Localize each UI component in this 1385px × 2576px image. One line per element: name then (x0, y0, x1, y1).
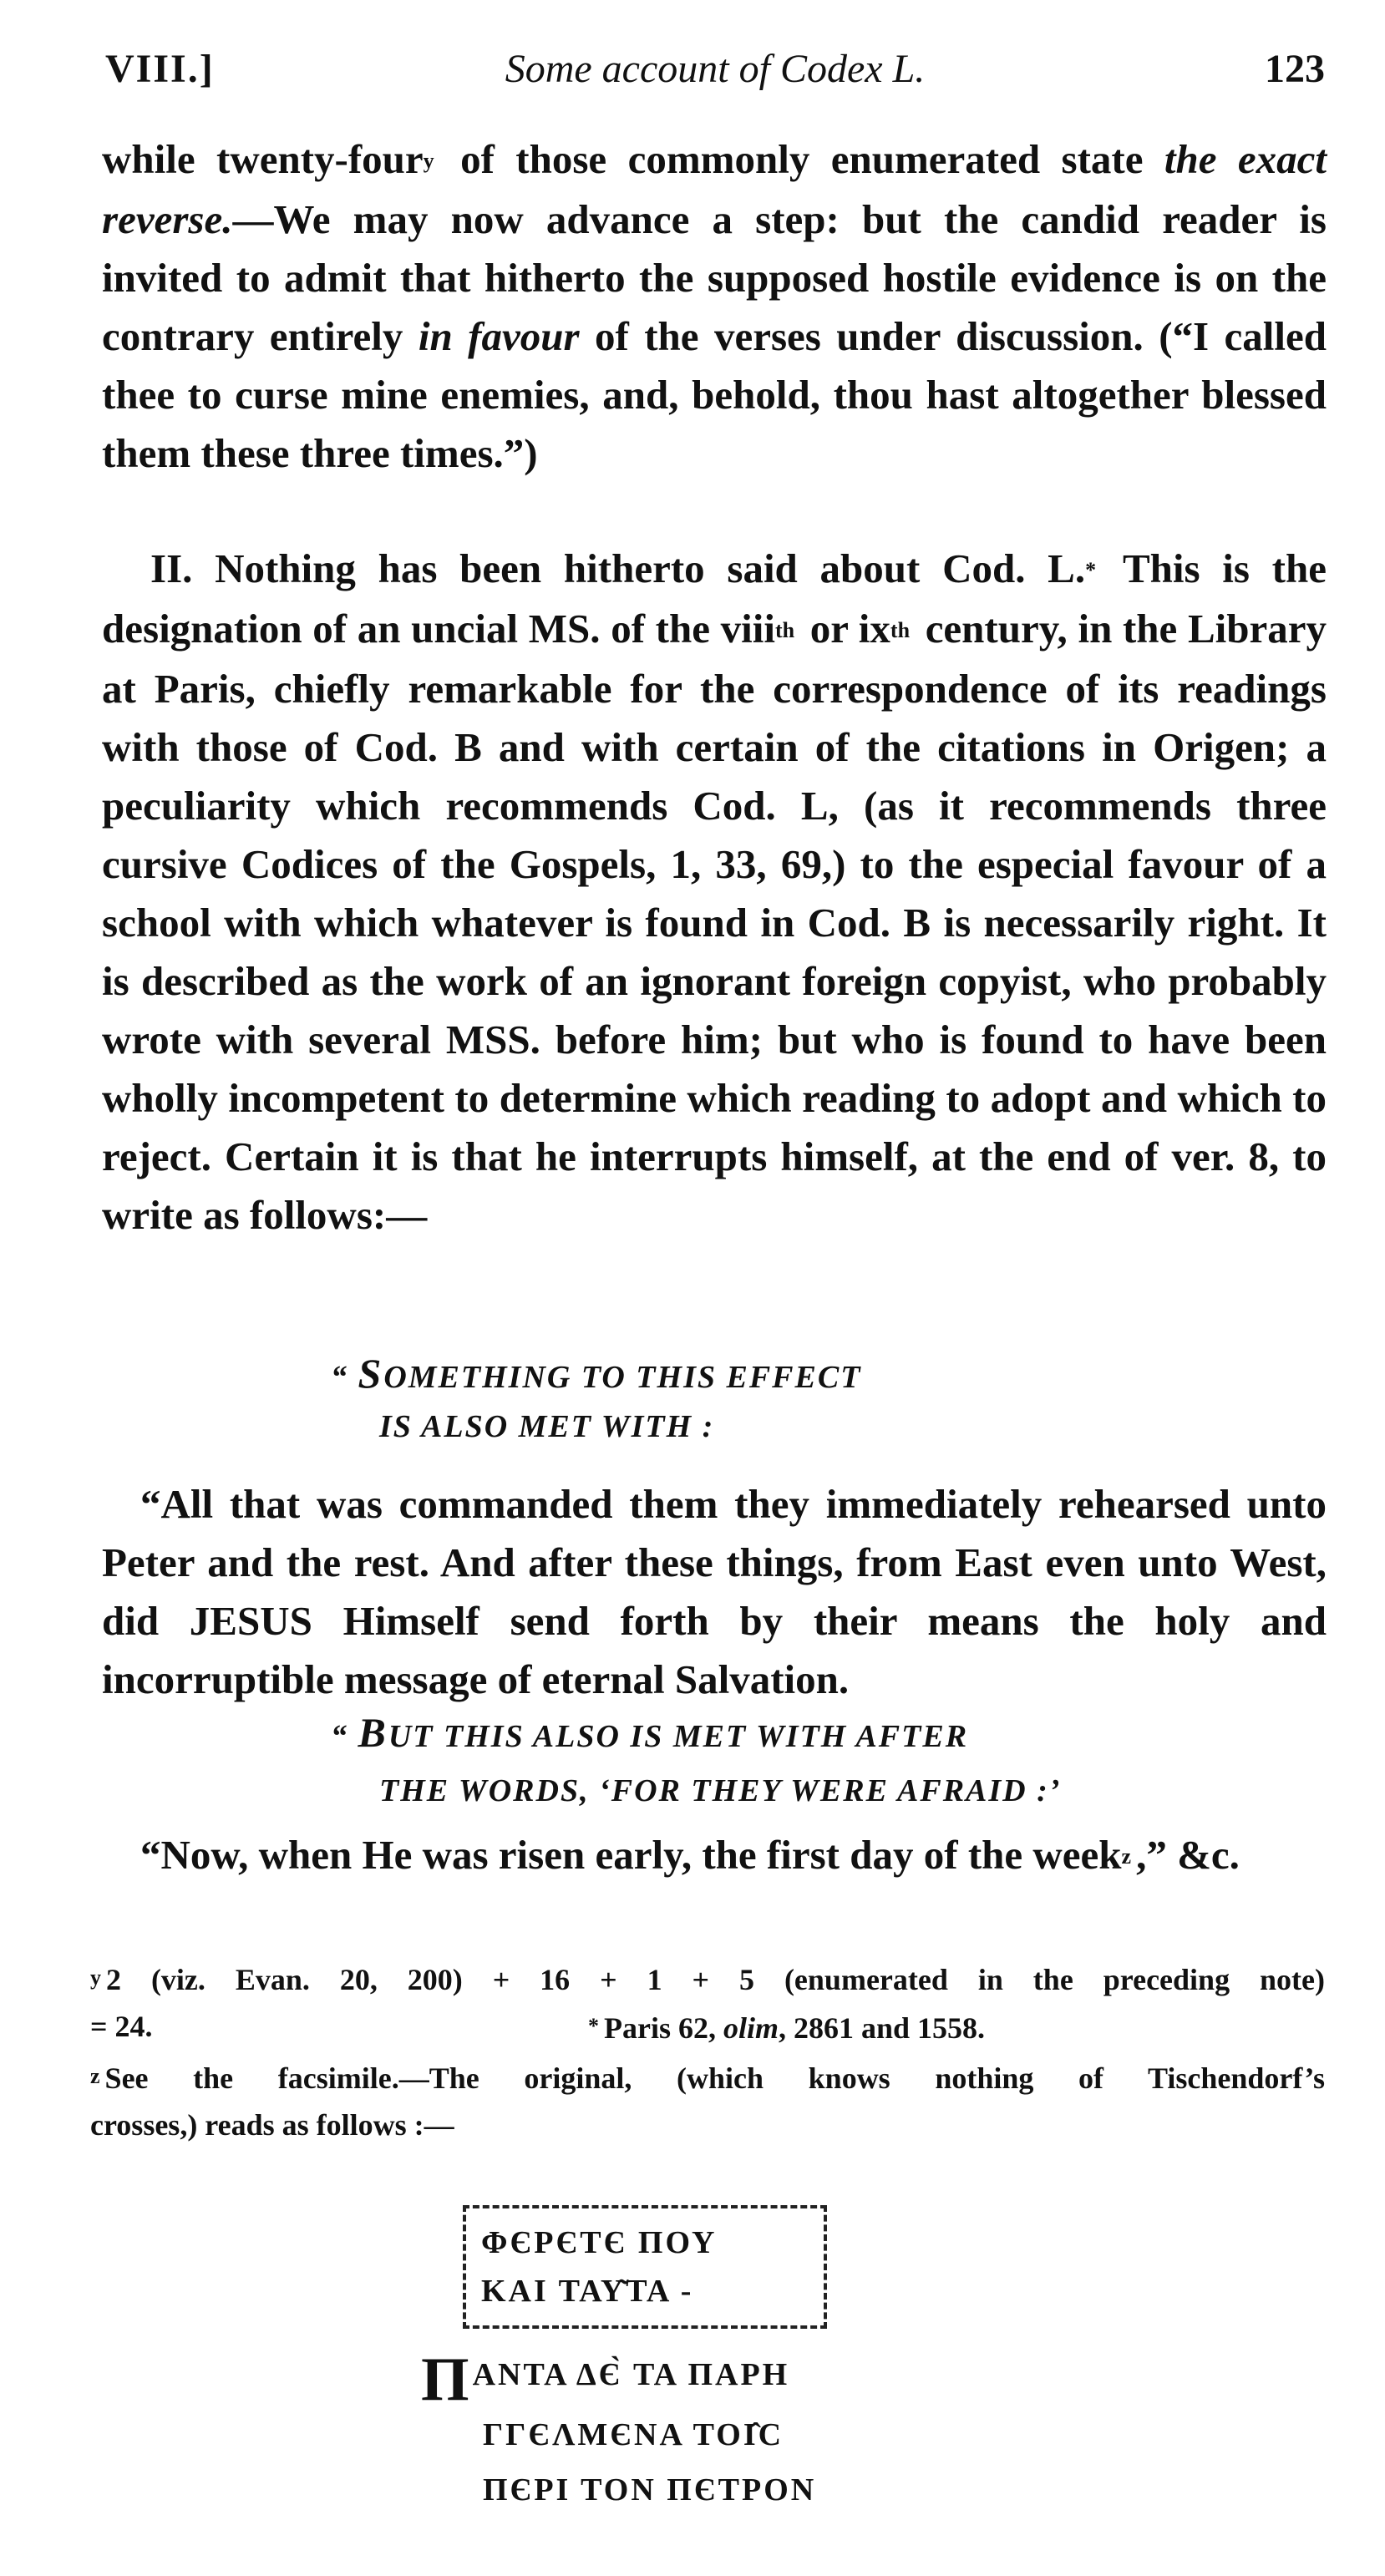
text-run: of the verses under discussion. (“I called thee to curse mine enemies, and, behold, thou hast altogether blessed them these three times.”) (102, 313, 1327, 476)
caption-text: OMETHING TO THIS EFFECT (383, 1360, 862, 1395)
footnote-y-line-1 (90, 1955, 1325, 2003)
footnote-y (90, 1955, 1325, 2050)
running-head (105, 40, 1325, 99)
superscript: th (890, 618, 911, 642)
facsimile-greek: ΑΝΤΑ ΔЄ̀ ΤΑ ΠΑΡΗ (472, 2357, 790, 2392)
caption-1-line-1 (331, 1348, 861, 1402)
paragraph-4 (102, 1826, 1327, 1886)
caption-2-line-2: THE WORDS, ‘FOR THEY WERE AFRAID :’ (379, 1773, 1062, 1808)
text-run: —We may now advance a step: but the candid reader is invited to admit that hitherto the supposed hostile evidence is on the contrary entirely (102, 196, 1327, 359)
text-run: ,” &c. (1136, 1832, 1240, 1878)
paragraph-1 (102, 130, 1327, 483)
footnote-star (588, 2003, 985, 2051)
small-caps-lead: S (358, 1350, 384, 1397)
text-run: “Now, when He was risen early, the first day of the week (140, 1832, 1122, 1878)
facsimile-box-line-2: ΚΑΙ ΤΑΥ͂ΤΑ - (481, 2274, 694, 2309)
footnote-z-line-1 (90, 2053, 1325, 2102)
italic-text: olim (723, 2011, 779, 2045)
chapter-section: VIII.] (105, 47, 215, 91)
facsimile-box (463, 2205, 827, 2329)
footnote-text: , 2861 and 1558. (779, 2011, 986, 2045)
text-run: This is the designation of an uncial MS. of the viii (102, 545, 1327, 652)
footnote-y-line-2: = 24. (90, 2010, 153, 2043)
facsimile-line-1 (421, 2345, 816, 2414)
running-title: Some account of Codex L. (505, 47, 926, 91)
quote-mark: “ (331, 1719, 348, 1754)
footnote-z (90, 2053, 1325, 2148)
footnote-ref-star: * (1085, 558, 1097, 582)
caption-2-line-1 (331, 1707, 968, 1762)
footnote-ref-y: y (423, 149, 434, 173)
drop-capital: Π (421, 2345, 469, 2414)
superscript: th (774, 618, 795, 642)
small-caps-lead: B (358, 1709, 388, 1756)
paragraph-3: “All that was commanded them they immediately rehearsed unto Peter and the rest. And after these things, from East even unto West, did JESUS Himself send forth by their means the holy and incorruptible message of eternal Salvation. (102, 1481, 1327, 1702)
text-run: while twenty-four (102, 136, 424, 182)
text-run: or ix (799, 606, 890, 652)
facsimile-line-3: ΠЄΡΙ ΤΟΝ ΠЄΤΡΟΝ (483, 2472, 817, 2508)
footnote-marker: z (90, 2064, 100, 2088)
page-number: 123 (1265, 47, 1325, 91)
footnote-text: 2 (viz. Evan. 20, 200) + 16 + 1 + 5 (enumerated in the preceding note) (106, 1963, 1325, 1996)
text-run: century, in the Library at Paris, chiefly remarkable for the correspondence of its readings with those of Cod. B and with certain of the citations in Origen; a peculiarity which recommends Cod. L, (as it recommends three cursive Codices of the Gospels, 1, 33, 69,) to the especial favour of a school with which whatever is found in Cod. B is necessarily right. It is described as the work of an ignorant foreign copyist, who probably wrote with several MSS. before him; but who is found to have been wholly incompetent to determine which reading to adopt and which to reject. Certain it is that he interrupts himself, at the end of ver. 8, to write as follows:— (102, 606, 1327, 1238)
quote-mark: “ (331, 1360, 348, 1395)
footnote-text: Paris 62, (604, 2011, 723, 2045)
footnote-row (90, 2003, 1325, 2050)
caption-1-line-2: IS ALSO MET WITH : (379, 1409, 715, 1444)
footnote-text: See the facsimile.—The original, (which knows nothing of Tischendorf’s (104, 2061, 1325, 2095)
facsimile-box-line-1: ΦЄΡЄΤЄ ΠΟΥ (481, 2225, 718, 2260)
text-run: II. Nothing has been hitherto said about Cod. L. (150, 545, 1086, 591)
paragraph-2 (102, 540, 1327, 1245)
footnote-ref-z: z (1121, 1844, 1132, 1869)
facsimile-text (421, 2347, 816, 2518)
footnote-marker: y (90, 1965, 101, 1990)
italic-text: the exact reverse. (102, 136, 1327, 242)
caption-text: UT THIS ALSO IS MET WITH AFTER (388, 1719, 969, 1754)
footnote-marker: * (588, 2014, 599, 2038)
facsimile-line-2: ΓΓЄΛΜЄΝΑ ΤΟΙ̂C (483, 2417, 784, 2452)
italic-text: in favour (418, 313, 580, 359)
footnote-z-line-2: crosses,) reads as follows :— (90, 2108, 454, 2142)
text-run: of those commonly enumerated state (439, 136, 1164, 182)
